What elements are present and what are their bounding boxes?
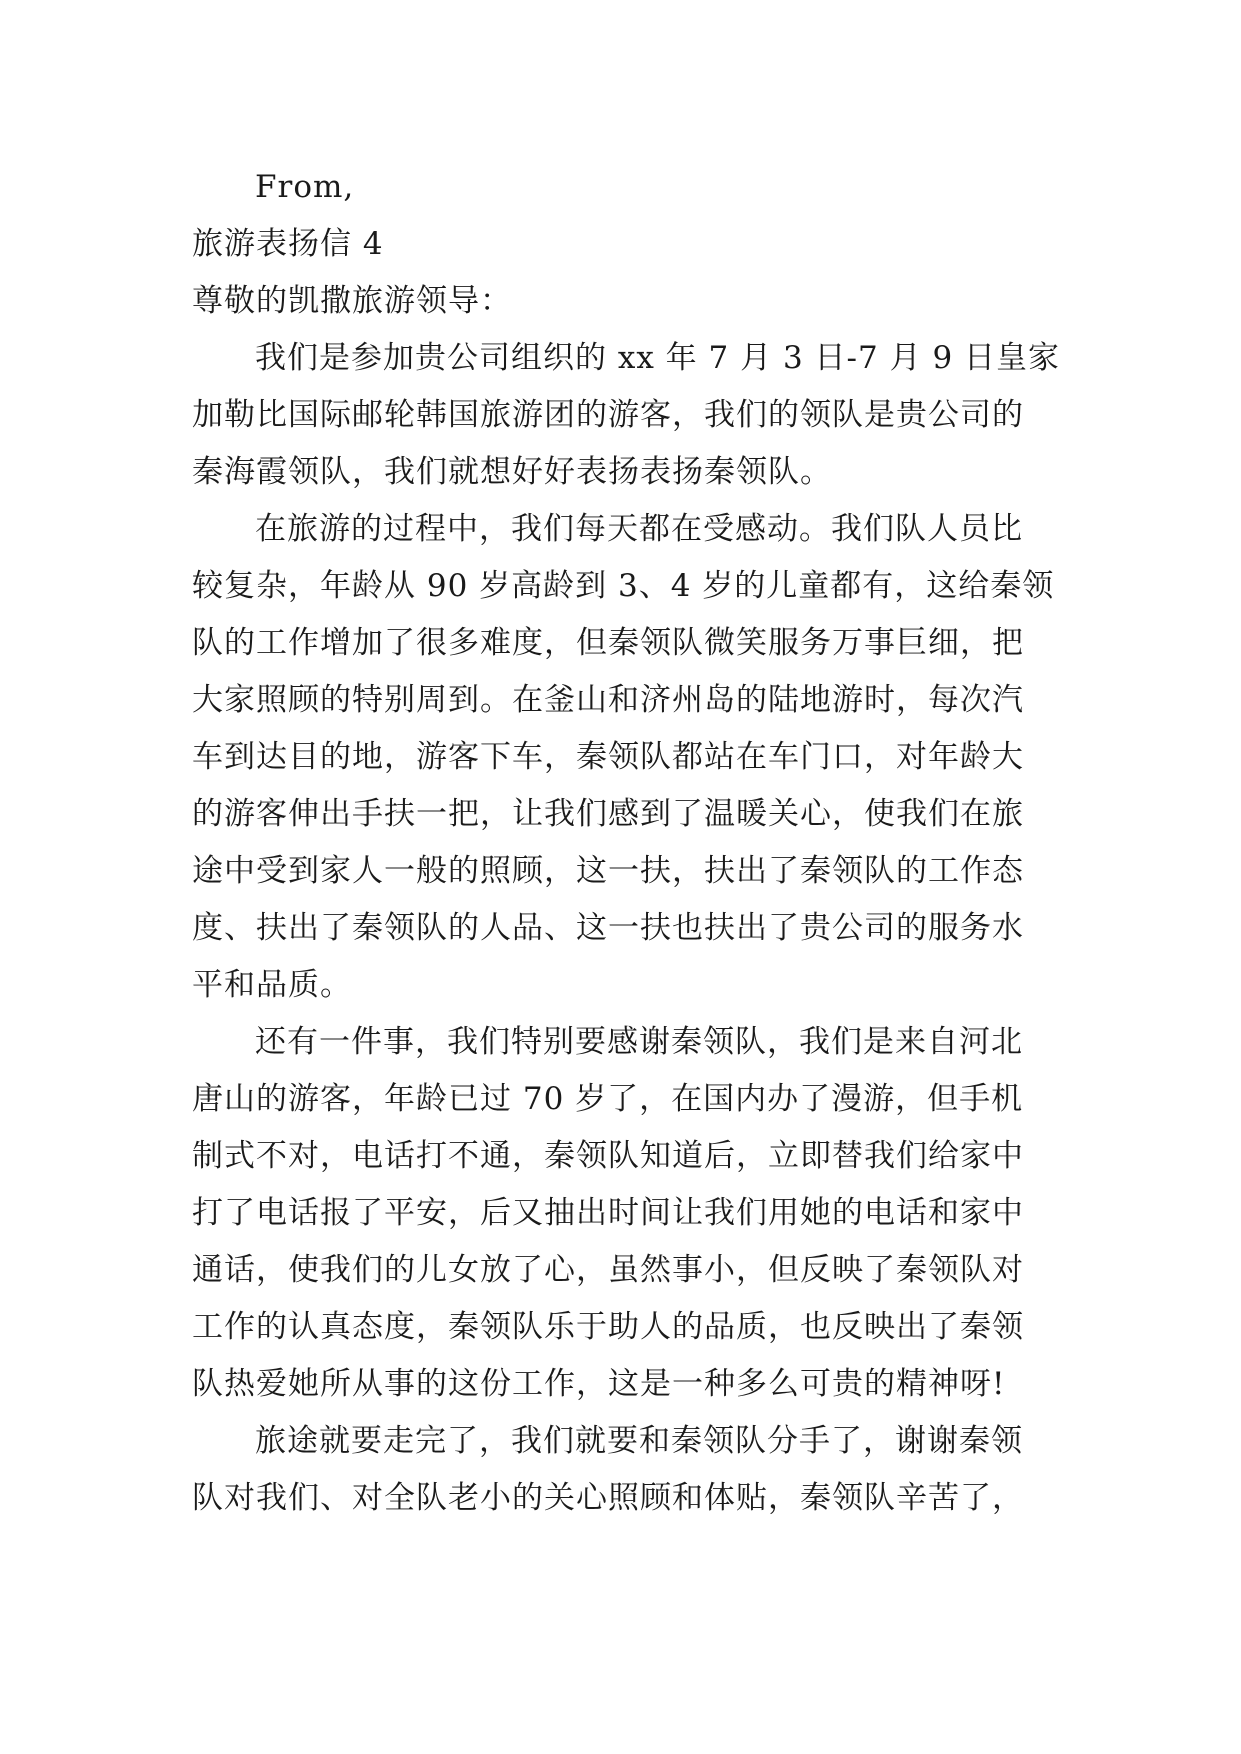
from-line: From, [255, 169, 355, 205]
paragraph-3-line-6: 工作的认真态度，秦领队乐于助人的品质，也反映出了秦领 [192, 1309, 1024, 1345]
paragraph-1-line-3: 秦海霞领队，我们就想好好表扬表扬秦领队。 [192, 454, 832, 490]
paragraph-3-line-7: 队热爱她所从事的这份工作，这是一种多么可贵的精神呀! [192, 1366, 1006, 1402]
paragraph-3-line-1: 还有一件事，我们特别要感谢秦领队，我们是来自河北 [255, 1024, 1023, 1060]
letter-title: 旅游表扬信 4 [192, 226, 384, 262]
paragraph-2-line-8: 度、扶出了秦领队的人品、这一扶也扶出了贵公司的服务水 [192, 910, 1024, 946]
paragraph-2-line-9: 平和品质。 [192, 967, 352, 1003]
paragraph-2-line-3: 队的工作增加了很多难度，但秦领队微笑服务万事巨细，把 [192, 625, 1024, 661]
paragraph-2-line-7: 途中受到家人一般的照顾，这一扶，扶出了秦领队的工作态 [192, 853, 1024, 889]
paragraph-1-line-1: 我们是参加贵公司组织的 xx 年 7 月 3 日-7 月 9 日皇家 [255, 340, 1061, 376]
paragraph-3-line-2: 唐山的游客，年龄已过 70 岁了，在国内办了漫游，但手机 [192, 1081, 1024, 1117]
paragraph-2-line-1: 在旅游的过程中，我们每天都在受感动。我们队人员比 [255, 511, 1023, 547]
paragraph-4-line-2: 队对我们、对全队老小的关心照顾和体贴，秦领队辛苦了， [192, 1480, 1024, 1516]
paragraph-3-line-4: 打了电话报了平安，后又抽出时间让我们用她的电话和家中 [192, 1195, 1024, 1231]
paragraph-2-line-4: 大家照顾的特别周到。在釜山和济州岛的陆地游时，每次汽 [192, 682, 1024, 718]
paragraph-2-line-6: 的游客伸出手扶一把，让我们感到了温暖关心，使我们在旅 [192, 796, 1024, 832]
paragraph-4-line-1: 旅途就要走完了，我们就要和秦领队分手了，谢谢秦领 [255, 1423, 1023, 1459]
paragraph-1-line-2: 加勒比国际邮轮韩国旅游团的游客，我们的领队是贵公司的 [192, 397, 1024, 433]
paragraph-2-line-2: 较复杂，年龄从 90 岁高龄到 3、4 岁的儿童都有，这给秦领 [192, 568, 1055, 604]
paragraph-3-line-3: 制式不对，电话打不通，秦领队知道后，立即替我们给家中 [192, 1138, 1024, 1174]
paragraph-3-line-5: 通话，使我们的儿女放了心，虽然事小，但反映了秦领队对 [192, 1252, 1024, 1288]
salutation: 尊敬的凯撒旅游领导： [192, 283, 512, 319]
paragraph-2-line-5: 车到达目的地，游客下车，秦领队都站在车门口，对年龄大 [192, 739, 1024, 775]
